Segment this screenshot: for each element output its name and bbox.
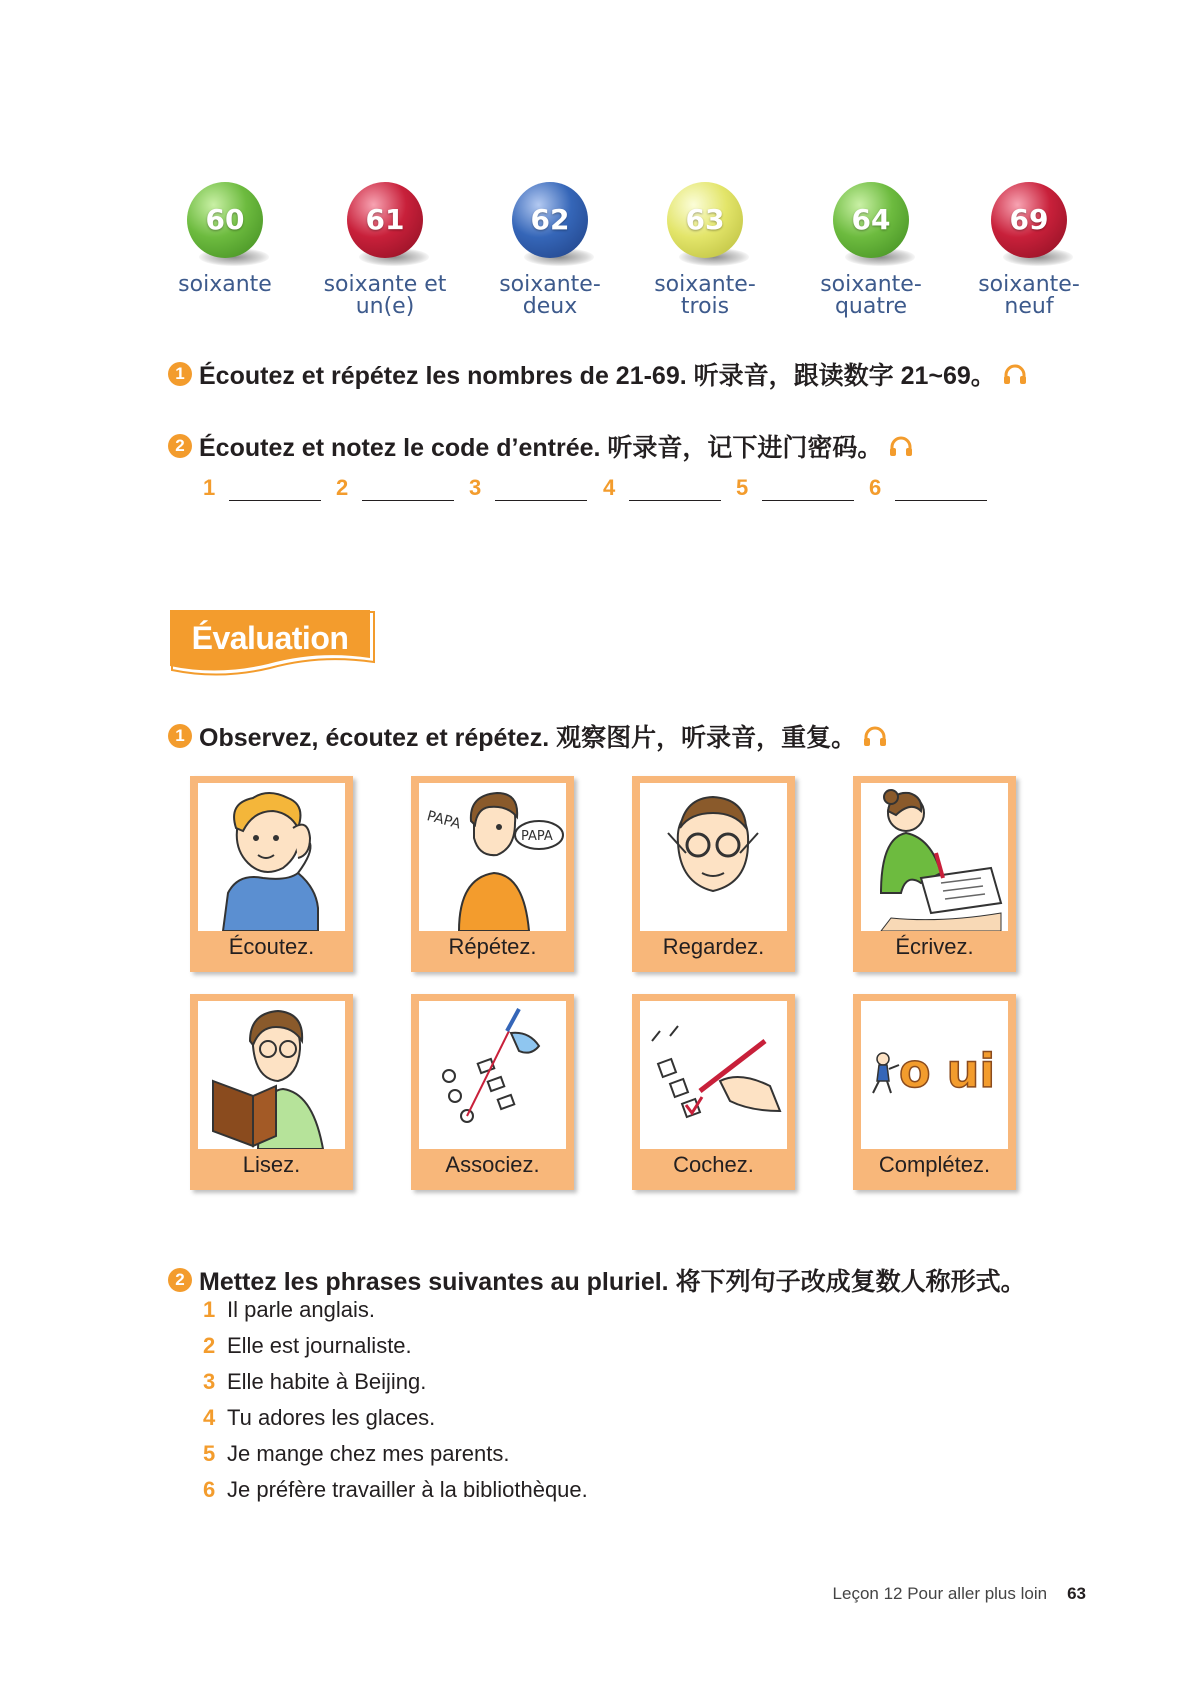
card-repetez <box>411 776 574 972</box>
card-caption: Regardez. <box>662 934 765 959</box>
ball-circle <box>667 182 743 258</box>
list-item: 1 Il parle anglais. <box>203 1297 375 1322</box>
ball-62 <box>475 180 625 318</box>
card-caption: Complétez. <box>878 1152 991 1177</box>
exercise-number-badge: 2 <box>168 434 192 458</box>
exercise-1-instruction <box>168 356 1028 392</box>
writing-girl-illustration <box>861 783 1008 931</box>
instruction-cards <box>190 776 1070 1206</box>
ball-circle <box>833 182 909 258</box>
exercise-2-instruction <box>168 428 914 464</box>
card-caption: Cochez. <box>673 1152 754 1177</box>
exercise-text: Observez, écoutez et répétez. 观察图片，听录音，重复。 <box>199 724 857 752</box>
ball-63 <box>630 180 780 318</box>
lesson-title: Leçon 12 Pour aller plus loin <box>832 1584 1048 1603</box>
ball-label: soixante- neuf <box>978 272 1080 319</box>
repeating-boy-illustration <box>419 783 566 931</box>
list-item: 2 Elle est journaliste. <box>203 1333 412 1358</box>
exercise-number-badge: 1 <box>168 724 192 748</box>
ball-label: soixante- deux <box>499 272 601 319</box>
ball-circle <box>187 182 263 258</box>
ball-circle <box>512 182 588 258</box>
page-number: 63 <box>1067 1584 1086 1603</box>
list-item: 5 Je mange chez mes parents. <box>203 1441 510 1466</box>
answer-blank[interactable]: 6 <box>869 475 987 501</box>
card-caption: Lisez. <box>242 1152 301 1177</box>
ball-number: 60 <box>205 203 245 236</box>
ball-circle <box>347 182 423 258</box>
ball-circle <box>991 182 1067 258</box>
ball-number: 64 <box>851 203 891 236</box>
listening-boy-illustration <box>198 783 345 931</box>
evaluation-exercise-2-instruction <box>168 1262 1026 1298</box>
card-caption: Écoutez. <box>228 934 315 959</box>
answer-blanks <box>203 475 1003 505</box>
ball-69 <box>954 180 1104 318</box>
evaluation-title: Évaluation <box>191 620 349 656</box>
ball-number: 61 <box>365 203 405 236</box>
svg-text:PAPA: PAPA <box>425 808 463 833</box>
headphones-icon[interactable] <box>888 435 914 457</box>
exercise-text: Mettez les phrases suivantes au pluriel. 将下列句子改成复数人称形式。 <box>199 1268 1026 1296</box>
card-regardez <box>632 776 795 972</box>
ball-64 <box>796 180 946 318</box>
answer-blank[interactable]: 3 <box>469 475 587 501</box>
headphones-icon[interactable] <box>862 725 888 747</box>
answer-blank[interactable]: 5 <box>736 475 854 501</box>
ball-60 <box>150 180 300 296</box>
ticking-illustration <box>640 1001 787 1149</box>
card-ecoutez <box>190 776 353 972</box>
card-caption: Écrivez. <box>895 934 974 959</box>
ball-label: soixante <box>178 272 272 297</box>
list-item: 6 Je préfère travailler à la bibliothèque. <box>203 1477 588 1502</box>
card-associez <box>411 994 574 1190</box>
matching-illustration <box>419 1001 566 1149</box>
ball-number: 63 <box>685 203 725 236</box>
card-completez <box>853 994 1016 1190</box>
ball-label: soixante- quatre <box>820 272 922 319</box>
card-caption: Associez. <box>445 1152 540 1177</box>
evaluation-exercise-1-instruction <box>168 718 888 754</box>
answer-blank[interactable]: 1 <box>203 475 321 501</box>
svg-text:o ui: o ui <box>899 1044 996 1098</box>
card-lisez <box>190 994 353 1190</box>
list-item: 4 Tu adores les glaces. <box>203 1405 436 1430</box>
card-caption: Répétez. <box>448 934 537 959</box>
ball-61 <box>310 180 460 318</box>
ball-label: soixante- trois <box>654 272 756 319</box>
exercise-text: Écoutez et notez le code d’entrée. 听录音，记下进门密码。 <box>199 434 883 462</box>
list-item: 3 Elle habite à Beijing. <box>203 1369 427 1394</box>
headphones-icon[interactable] <box>1002 363 1028 385</box>
page-footer <box>833 1584 1086 1604</box>
exercise-text: Écoutez et répétez les nombres de 21-69. 听录音，跟读数字 21~69。 <box>199 362 996 390</box>
answer-blank[interactable]: 4 <box>603 475 721 501</box>
answer-blank[interactable]: 2 <box>336 475 454 501</box>
number-balls <box>150 180 1110 330</box>
sentence-list <box>203 1297 588 1513</box>
oui-completion-illustration <box>861 1001 1008 1149</box>
svg-text:PAPA: PAPA <box>521 829 553 844</box>
exercise-number-badge: 2 <box>168 1268 192 1292</box>
card-cochez <box>632 994 795 1190</box>
ball-number: 62 <box>530 203 570 236</box>
ball-label: soixante et un(e) <box>323 272 447 319</box>
ball-number: 69 <box>1009 203 1049 236</box>
exercise-number-badge: 1 <box>168 362 192 386</box>
card-ecrivez <box>853 776 1016 972</box>
evaluation-banner <box>170 610 380 682</box>
looking-man-illustration <box>640 783 787 931</box>
reading-man-illustration <box>198 1001 345 1149</box>
